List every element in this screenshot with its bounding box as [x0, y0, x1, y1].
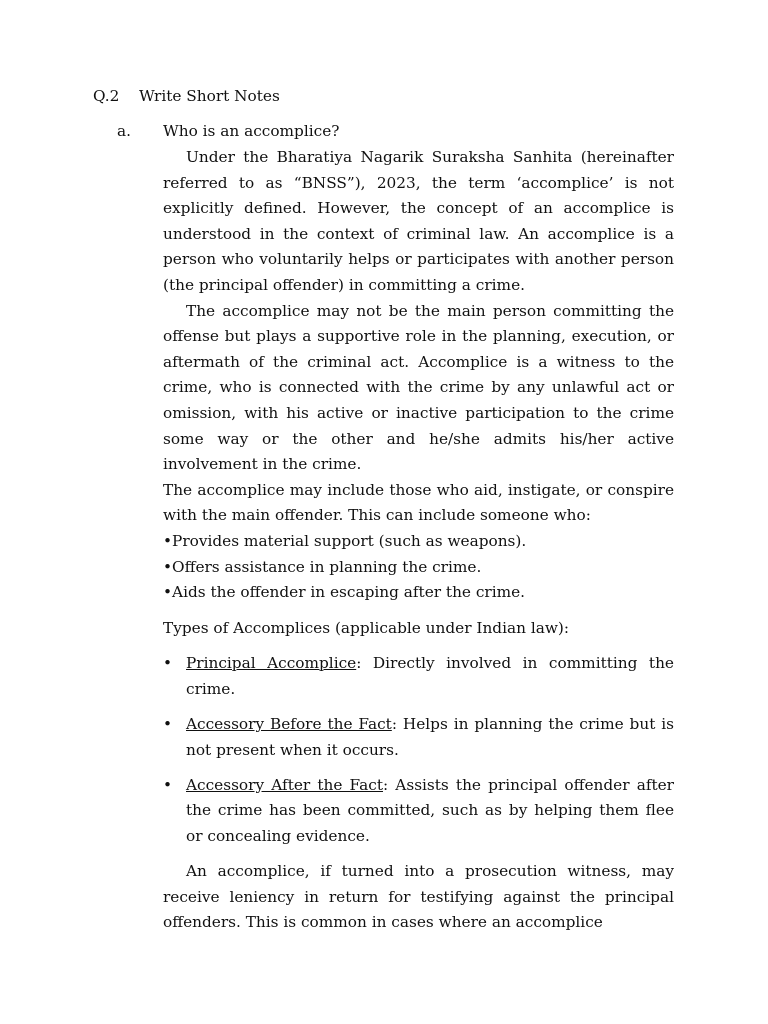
types-list	[163, 651, 674, 849]
paragraph-includes: The accomplice may include those who aid, instigate, or conspire with the main offender. This can include someone who:	[163, 480, 674, 525]
section-body	[163, 145, 674, 936]
type-description: : Directly involved in committing the crime.	[186, 654, 674, 698]
support-list	[163, 529, 674, 606]
bullet-icon: •	[163, 654, 173, 673]
paragraph-definition: Under the Bharatiya Nagarik Suraksha Sanhita (hereinafter referred to as “BNSS”), 2023, the term ‘accomplice’ is not explicitly defined. However, the concept of an accomplice is understood in the context of criminal law. An accomplice is a person who voluntarily helps or participates with another person (the principal offender) in committing a crime.	[163, 148, 674, 294]
type-term: Accessory Before the Fact	[186, 714, 392, 733]
list-item: • Provides material support (such as weapons).	[163, 529, 674, 555]
question-heading	[93, 84, 280, 110]
list-item	[163, 651, 674, 702]
paragraph-leniency: An accomplice, if turned into a prosecution witness, may receive leniency in return for testifying against the principal offenders. This is common in cases where an accomplice	[163, 861, 674, 932]
bullet-icon: •	[163, 775, 173, 794]
section-heading	[117, 119, 339, 145]
type-description: : Helps in planning the crime but is not present when it occurs.	[186, 714, 674, 759]
list-item	[163, 773, 674, 850]
list-item: • Offers assistance in planning the crime.	[163, 555, 674, 581]
question-title: Write Short Notes	[139, 87, 280, 105]
type-term: Accessory After the Fact	[186, 775, 383, 794]
bullet-icon: •	[163, 714, 173, 733]
list-item	[163, 712, 674, 763]
question-number: Q.2	[93, 87, 120, 105]
types-heading: Types of Accomplices (applicable under Indian law):	[163, 618, 570, 637]
type-description: : Assists the principal offender after the crime has been committed, such as by helping them flee or concealing evidence.	[186, 775, 674, 845]
section-title: Who is an accomplice?	[163, 122, 340, 140]
section-label: a.	[117, 122, 131, 140]
type-term: Principal Accomplice	[186, 654, 357, 673]
list-item: • Aids the offender in escaping after the crime.	[163, 580, 674, 606]
paragraph-role: The accomplice may not be the main person committing the offense but plays a supportive role in the planning, execution, or aftermath of the criminal act. Accomplice is a witness to the crime, who is connected with the crime by any unlawful act or omission, with his active or inactive participation to the crime some way or the other and he/she admits his/her active involvement in the crime.	[163, 301, 674, 474]
